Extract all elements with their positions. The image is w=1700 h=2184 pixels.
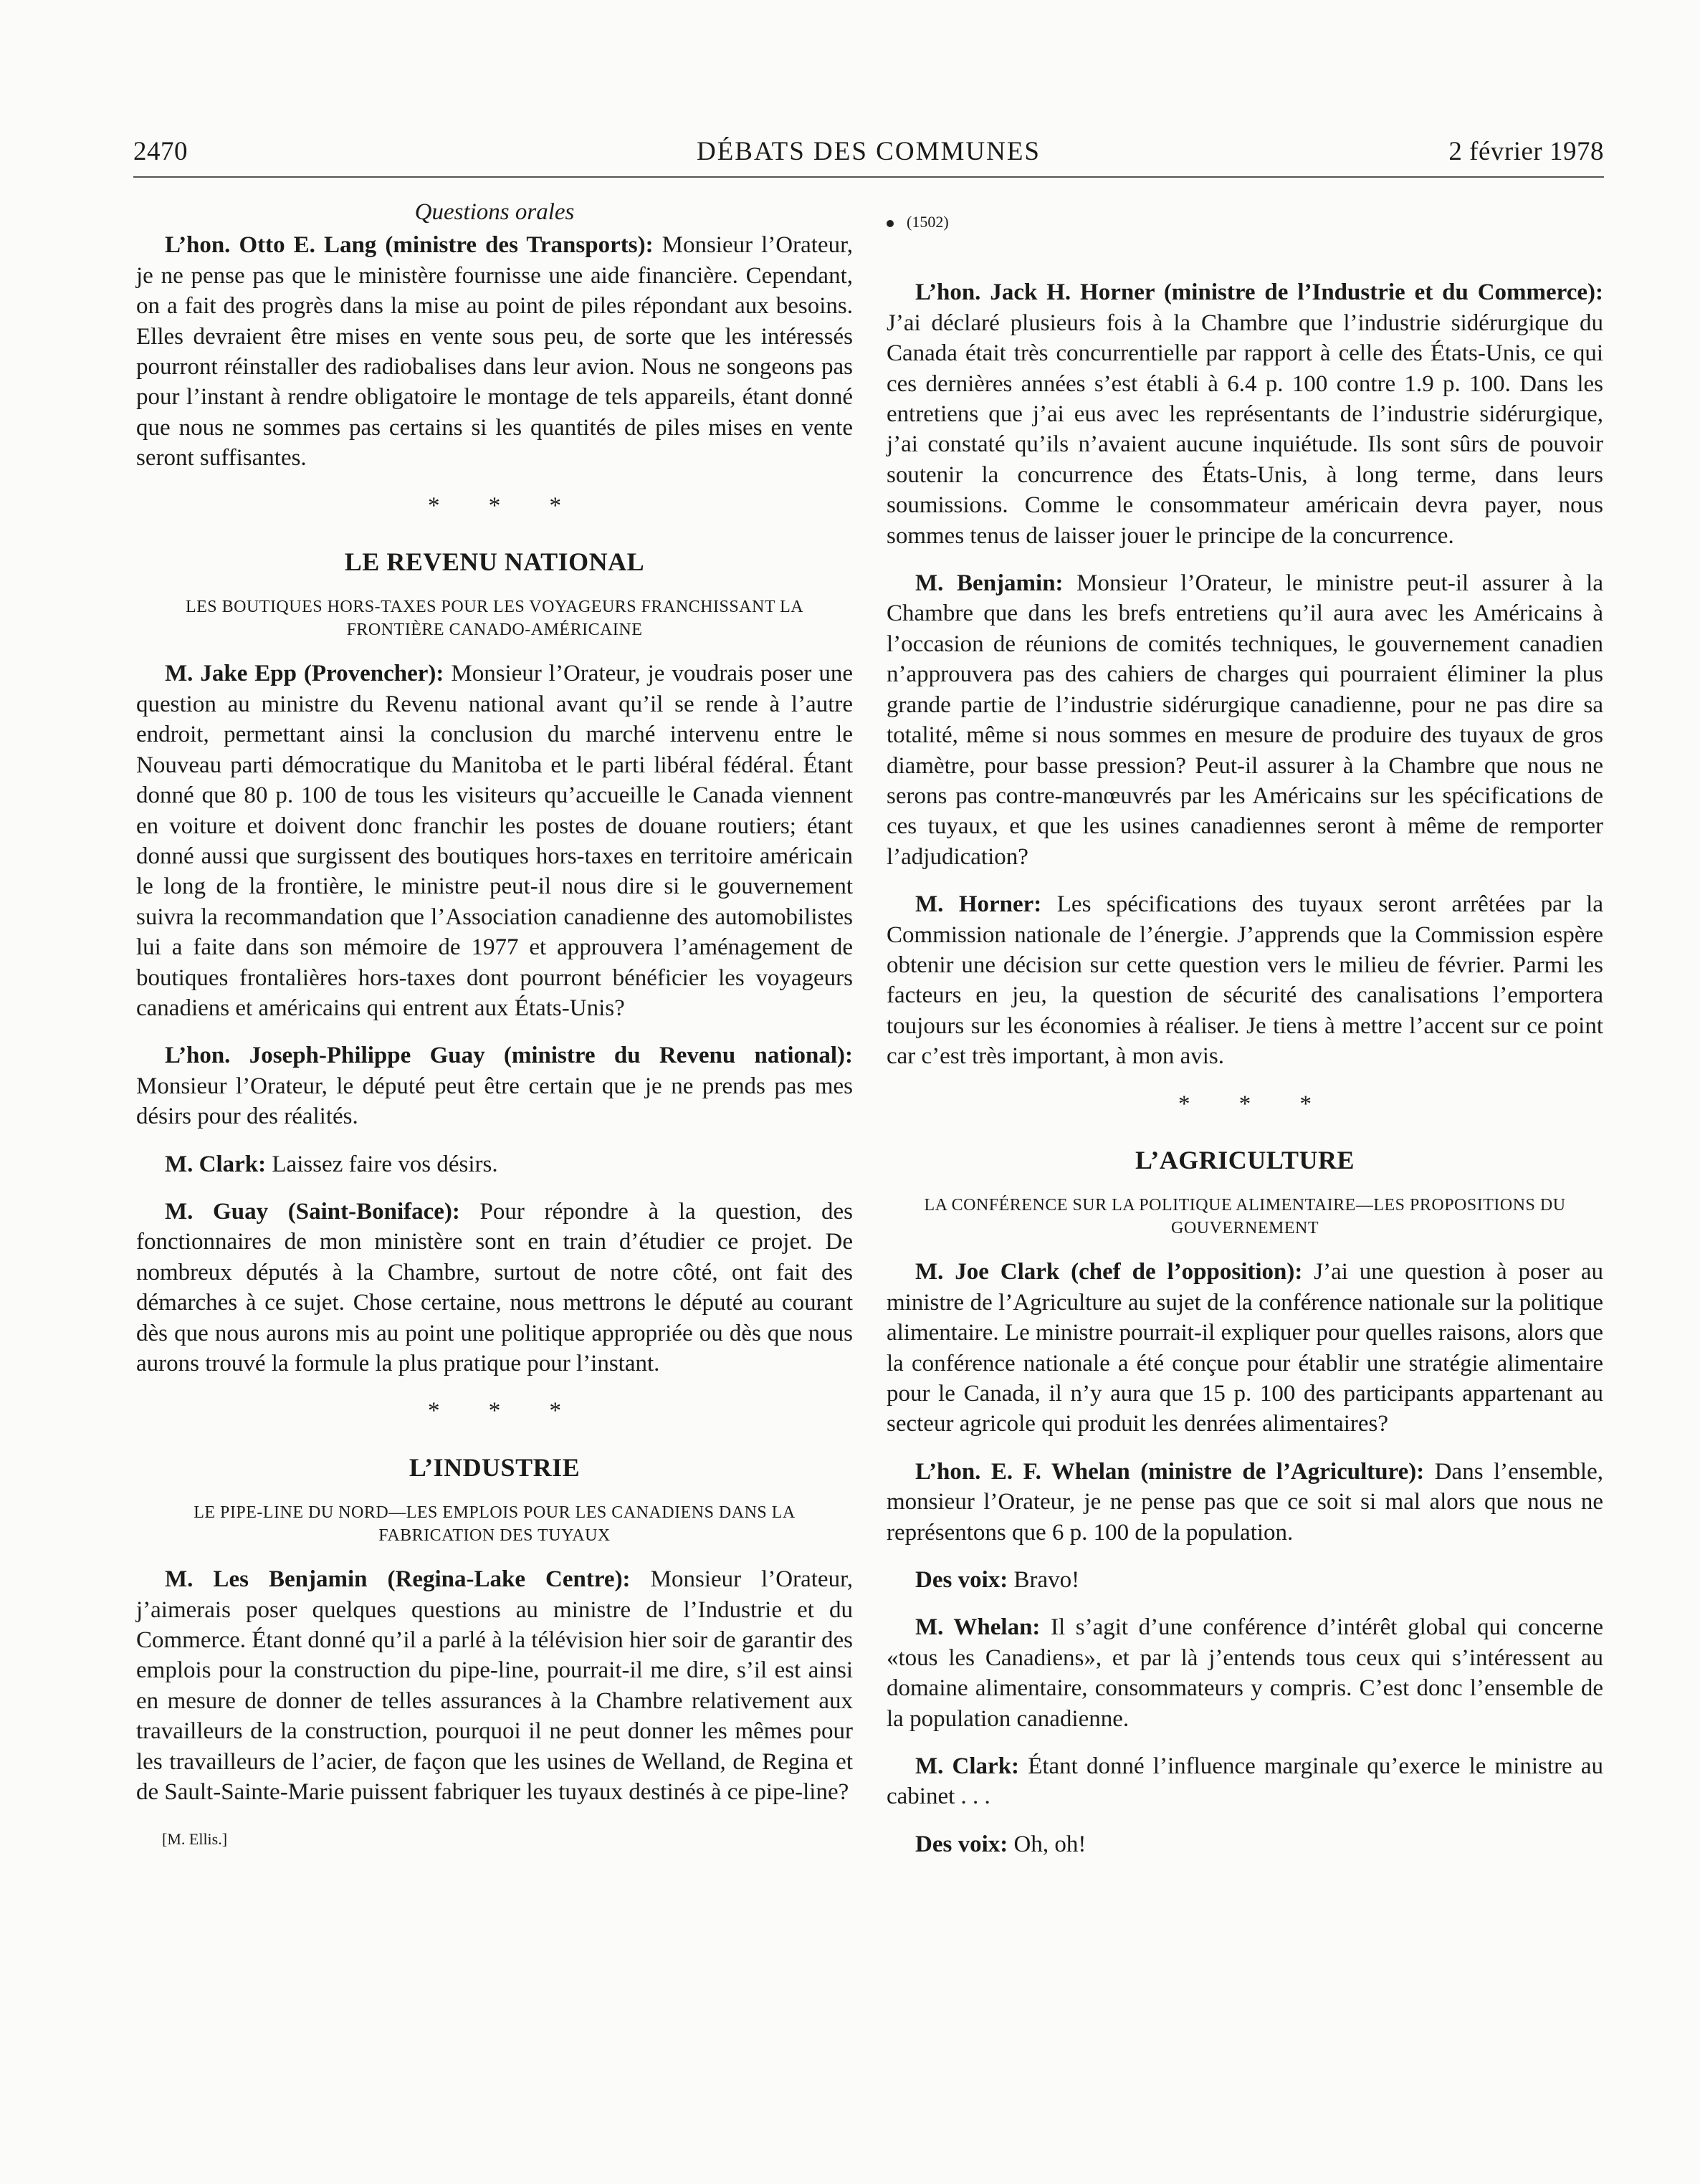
speech-text: Monsieur l’Orateur, je ne pense pas que le ministère fournisse une aide financière. Cependant, on a fait des progrès dans la mise au point de piles répondant aux besoins. Elles devraient être mises en vente sous peu, de sorte que les intéressés pourront réinstaller des radiobalises dans leur avion. Nous ne songeons pas pour l’instant à rendre obligatoire le montage de tels appareils, étant donné que nous ne sommes pas certains si les quantités de piles mises en vente seront suffisantes. (136, 232, 853, 471)
paragraph-epp (136, 658, 853, 1023)
speech-text: Monsieur l’Orateur, le député peut être certain que je ne prends pas mes désirs pour des réalités. (136, 1073, 853, 1130)
paragraph-guay (136, 1040, 853, 1131)
speaker-name: M. Clark: (165, 1151, 267, 1177)
speech-text: Pour répondre à la question, des fonctionnaires de mon ministère sont en train d’étudier ce projet. De nombreux députés à la Chambre, surtout de notre côté, ont fait des démarches à ce sujet. Chose certaine, nous mettrons le député au courant dès que nous aurons mis au point une politique appropriée ou dès que nous aurons trouvé la formule la plus pratique pour l’instant. (136, 1198, 853, 1376)
paragraph-lang (136, 230, 853, 473)
speech-text: Étant donné l’influence marginale qu’exerce le ministre au cabinet . . . (887, 1753, 1604, 1810)
speech-text: Les spécifications des tuyaux seront arrêtées par la Commission nationale de l’énergie. J’apprends que la Commission espère obtenir une décision sur cette question vers le milieu de février. Parmi les facteurs en jeu, la question de sécurité des canalisations l’emportera toujours sur les économies à réaliser. Je tiens à mettre l’accent sur ce point car c’est très important, à mon avis. (887, 891, 1603, 1070)
paragraph-voices (887, 1565, 1603, 1595)
paragraph-benjamin-2 (887, 568, 1603, 872)
topic-heading: LA CONFÉRENCE SUR LA POLITIQUE ALIMENTAIRE—LES PROPOSITIONS DU GOUVERNEMENT (924, 1196, 1566, 1238)
paragraph-benjamin (136, 1564, 853, 1807)
paragraph-guay-reply (136, 1197, 853, 1379)
page-header (133, 136, 1604, 178)
section-heading: L’INDUSTRIE (409, 1452, 581, 1482)
paragraph-joe-clark (887, 1257, 1603, 1439)
speaker-name: M. Joe Clark (chef de l’opposition): (915, 1259, 1303, 1285)
time-marker (887, 207, 1603, 237)
speech-text: Oh, oh! (1008, 1831, 1087, 1857)
speech-text: Monsieur l’Orateur, j’aimerais poser quelques questions au ministre de l’Industrie et du Commerce. Étant donné qu’il a parlé à la télévision hier soir de garantir des emplois pour la construction du pipe-line, pourrait-il me dire, s’il est ainsi en mesure de donner de telles assurances à la Chambre relativement aux travailleurs de la construction, pourquoi il ne peut donner les mêmes pour les travailleurs de l’acier, de façon que les usines de Welland, de Regina et de Sault-Sainte-Marie puissent fabriquer les tuyaux destinés à ce pipe-line? (136, 1566, 853, 1806)
speaker-name: L’hon. Joseph-Philippe Guay (ministre du Revenu national): (165, 1043, 853, 1069)
speech-text: J’ai une question à poser au ministre de l’Agriculture au sujet de la conférence nationale sur la politique alimentaire. Le ministre pourrait-il expliquer pour quelles raisons, alors que la conférence nationale a été conçue pour établir une stratégie alimentaire pour le Canada, il n’y aura que 15 p. 100 des participants appartenant au secteur agricole qui produit les denrées alimentaires? (887, 1259, 1603, 1437)
topic-heading: LES BOUTIQUES HORS-TAXES POUR LES VOYAGEURS FRANCHISSANT LA FRONTIÈRE CANADO-AMÉRICAINE (185, 598, 804, 640)
speech-text: Monsieur l’Orateur, le ministre peut-il assurer à la Chambre que dans les brefs entretiens qu’il aura avec les Américains à l’occasion de réunions de comités techniques, le gouvernement canadien n’approuvera pas des cahiers de charges qui pourraient éliminer la plus grande partie de l’industrie sidérurgique canadienne, pour ne pas dire sa totalité, même si nous sommes en mesure de produire des tuyaux de gros diamètre, pour basse pression? Peut-il assurer à la Chambre que nous ne serons pas contre-manœuvrés par les Américains sur les spécifications de ces tuyaux, et que les usines canadiennes seront à même de remporter l’adjudication? (887, 570, 1603, 870)
paragraph-whelan-2 (887, 1612, 1603, 1734)
speaker-name: Des voix: (915, 1831, 1008, 1857)
speech-text: J’ai déclaré plusieurs fois à la Chambre que l’industrie sidérurgique du Canada était très concurrentielle par rapport à celle des États-Unis, ce qui ces dernières années s’est établi à 6.4 p. 100 contre 1.9 p. 100. Dans les entretiens que j’ai eus avec les représentants de l’industrie sidérurgique, j’ai constaté qu’ils n’avaient aucune inquiétude. Ils sont sûrs de pouvoir soutenir la concurrence des États-Unis, à long terme, dans leurs soumissions. Comme le consommateur américain devra payer, nous sommes tenus de laisser jouer le principe de la concurrence. (887, 310, 1603, 549)
paragraph-voices-2 (887, 1829, 1603, 1859)
speaker-name: M. Whelan: (915, 1614, 1041, 1641)
speaker-name: Des voix: (915, 1567, 1008, 1594)
section-separator: * * * (428, 492, 583, 519)
speaker-note: [M. Ellis.] (162, 1830, 228, 1849)
publication-title: DÉBATS DES COMMUNES (696, 137, 1041, 166)
speaker-name: M. Les Benjamin (Regina-Lake Centre): (165, 1566, 631, 1593)
speaker-name: M. Jake Epp (Provencher): (165, 661, 444, 687)
time-marker-text: (1502) (907, 213, 949, 231)
speaker-name: M. Clark: (915, 1753, 1020, 1780)
section-heading: L’AGRICULTURE (1135, 1145, 1355, 1174)
section-separator: * * * (1178, 1091, 1333, 1117)
speech-text: Dans l’ensemble, monsieur l’Orateur, je ne pense pas que ce soit si mal alors que nous ne représentons que 6 p. 100 de la population. (887, 1458, 1603, 1546)
topic-heading: LE PIPE-LINE DU NORD—LES EMPLOIS POUR LES CANADIENS DANS LA FABRICATION DES TUYAUX (194, 1503, 796, 1546)
paragraph-horner (887, 277, 1603, 551)
section-heading: LE REVENU NATIONAL (344, 547, 645, 577)
speech-text: Monsieur l’Orateur, je voudrais poser une question au ministre du Revenu national avant qu’il se rende à l’autre endroit, permettant ainsi la conclusion du marché intervenu entre le Nouveau parti démocratique du Manitoba et le parti libéral fédéral. Étant donné que 80 p. 100 de tous les visiteurs qu’accueille le Canada viennent en voiture et doivent donc franchir les postes de douane routiers; étant donné aussi que surgissent des boutiques hors-taxes en territoire américain le long de la frontière, le ministre peut-il nous dire si le gouvernement suivra la recommandation que l’Association canadienne des automobilistes lui a faite dans son mémoire de 1977 et approuvera l’aménagement de boutiques frontalières hors-taxes dont pourront bénéficier les voyageurs canadiens et américains qui entrent aux États-Unis? (136, 661, 854, 1021)
speech-text: Il s’agit d’une conférence d’intérêt global qui concerne «tous les Canadiens», et par là j’entends tous ceux qui s’intéressent au domaine alimentaire, consommateurs y compris. C’est donc l’ensemble de la population canadienne. (887, 1614, 1603, 1732)
speech-text: Bravo! (1008, 1567, 1080, 1594)
speaker-name: M. Horner: (915, 891, 1042, 918)
page-number: 2470 (133, 137, 188, 166)
paragraph-horner-2 (887, 889, 1603, 1071)
paragraph-clark (136, 1149, 853, 1179)
section-subtitle: Questions orales (414, 199, 575, 225)
left-column (136, 197, 853, 1855)
right-column (887, 197, 1603, 1877)
publication-date: 2 février 1978 (1448, 137, 1604, 166)
speaker-name: L’hon. Jack H. Horner (ministre de l’Industrie et du Commerce): (915, 279, 1603, 306)
speaker-name: M. Guay (Saint-Boniface): (165, 1198, 460, 1225)
bullet-icon (887, 220, 894, 227)
speaker-name: L’hon. E. F. Whelan (ministre de l’Agriculture): (915, 1458, 1425, 1485)
speaker-name: M. Benjamin: (915, 570, 1064, 597)
section-separator: * * * (428, 1398, 583, 1424)
paragraph-clark-2 (887, 1751, 1603, 1812)
speech-text: Laissez faire vos désirs. (266, 1151, 498, 1177)
paragraph-whelan (887, 1457, 1603, 1548)
speaker-name: L’hon. Otto E. Lang (ministre des Transports): (165, 232, 654, 259)
